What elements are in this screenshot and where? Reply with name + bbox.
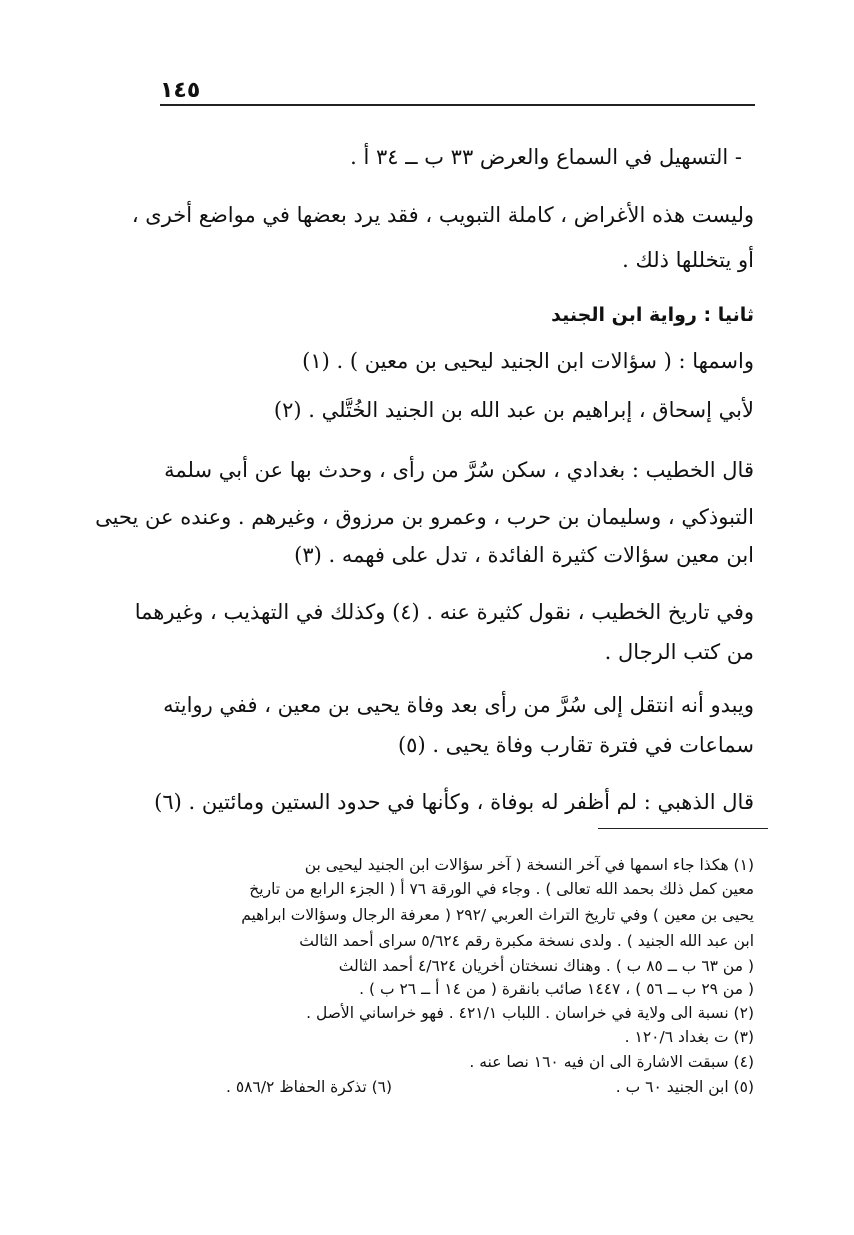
footnote-4: (٤) سبقت الاشارة الى ان فيه ١٦٠ نصا عنه . [469,1053,754,1071]
footnote-1-line-5: ( من ٦٣ ب ــ ٨٥ ب ) . وهناك نسختان أخريان ٤/٦٢٤ أحمد الثالث [338,957,754,975]
footnote-1-line-4: ابن عبد الله الجنيد ) . ولدى نسخة مكبرة رقم ٥/٦٢٤ سراى أحمد الثالث [299,932,754,950]
text-line-3: أو يتخللها ذلك . [622,248,754,272]
section-heading: ثانيا : رواية ابن الجنيد [551,304,754,326]
text-line-5: لأبي إسحاق ، إبراهيم بن عبد الله بن الجنيد الخُتَّلي . (٢) [273,398,754,422]
header-rule [160,104,755,106]
footnote-2: (٢) نسبة الى ولاية في خراسان . اللباب ٤٢١/١ . فهو خراساني الأصل . [306,1004,754,1022]
text-line-7: التبوذكي ، وسليمان بن حرب ، وعمرو بن مرزوق ، وغيرهم . وعنده عن يحيى [95,505,754,529]
footnote-1-line-2: معين كمل ذلك بحمد الله تعالى ) . وجاء في الورقة ٧٦ أ ( الجزء الرابع من تاريخ [249,880,754,898]
footnote-1-line-1: (١) هكذا جاء اسمها في آخر النسخة ( آخر سؤالات ابن الجنيد ليحيى بن [304,856,754,874]
text-line-12: سماعات في فترة تقارب وفاة يحيى . (٥) [397,733,754,757]
text-line-8: ابن معين سؤالات كثيرة الفائدة ، تدل على فهمه . (٣) [294,543,754,567]
footnote-6: (٦) تذكرة الحفاظ ٥٨٦/٢ . [226,1078,393,1096]
page-number: ١٤٥ [160,78,201,103]
footnote-1-line-3: يحيى بن معين ) وفي تاريخ التراث العربي /٢٩٢ ( معرفة الرجال وسؤالات ابراهيم [241,906,754,924]
text-line-11: ويبدو أنه انتقل إلى سُرَّ من رأى بعد وفاة يحيى بن معين ، ففي روايته [163,693,754,717]
text-line-1: - التسهيل في السماع والعرض ٣٣ ب ــ ٣٤ أ . [350,145,742,169]
footnote-1-line-6: ( من ٢٩ ب ــ ٥٦ ) ، ١٤٤٧ صائب بانقرة ( من ١٤ أ ــ ٢٦ ب ) . [359,980,754,998]
footnote-3: (٣) ت بغداد ١٢٠/٦ . [624,1028,754,1046]
text-line-4: واسمها : ( سؤالات ابن الجنيد ليحيى بن معين ) . (١) [302,349,754,373]
text-line-6: قال الخطيب : بغدادي ، سكن سُرَّ من رأى ، وحدث بها عن أبي سلمة [164,458,754,482]
text-line-9: وفي تاريخ الخطيب ، نقول كثيرة عنه . (٤) وكذلك في التهذيب ، وغيرهما [134,600,754,624]
text-line-13: قال الذهبي : لم أظفر له بوفاة ، وكأنها في حدود الستين ومائتين . (٦) [154,790,754,814]
footnote-5: (٥) ابن الجنيد ٦٠ ب . [615,1078,754,1096]
footnote-separator [598,828,768,829]
text-line-10: من كتب الرجال . [604,640,754,664]
text-line-2: وليست هذه الأغراض ، كاملة التبويب ، فقد يرد بعضها في مواضع أخرى ، [131,203,754,227]
